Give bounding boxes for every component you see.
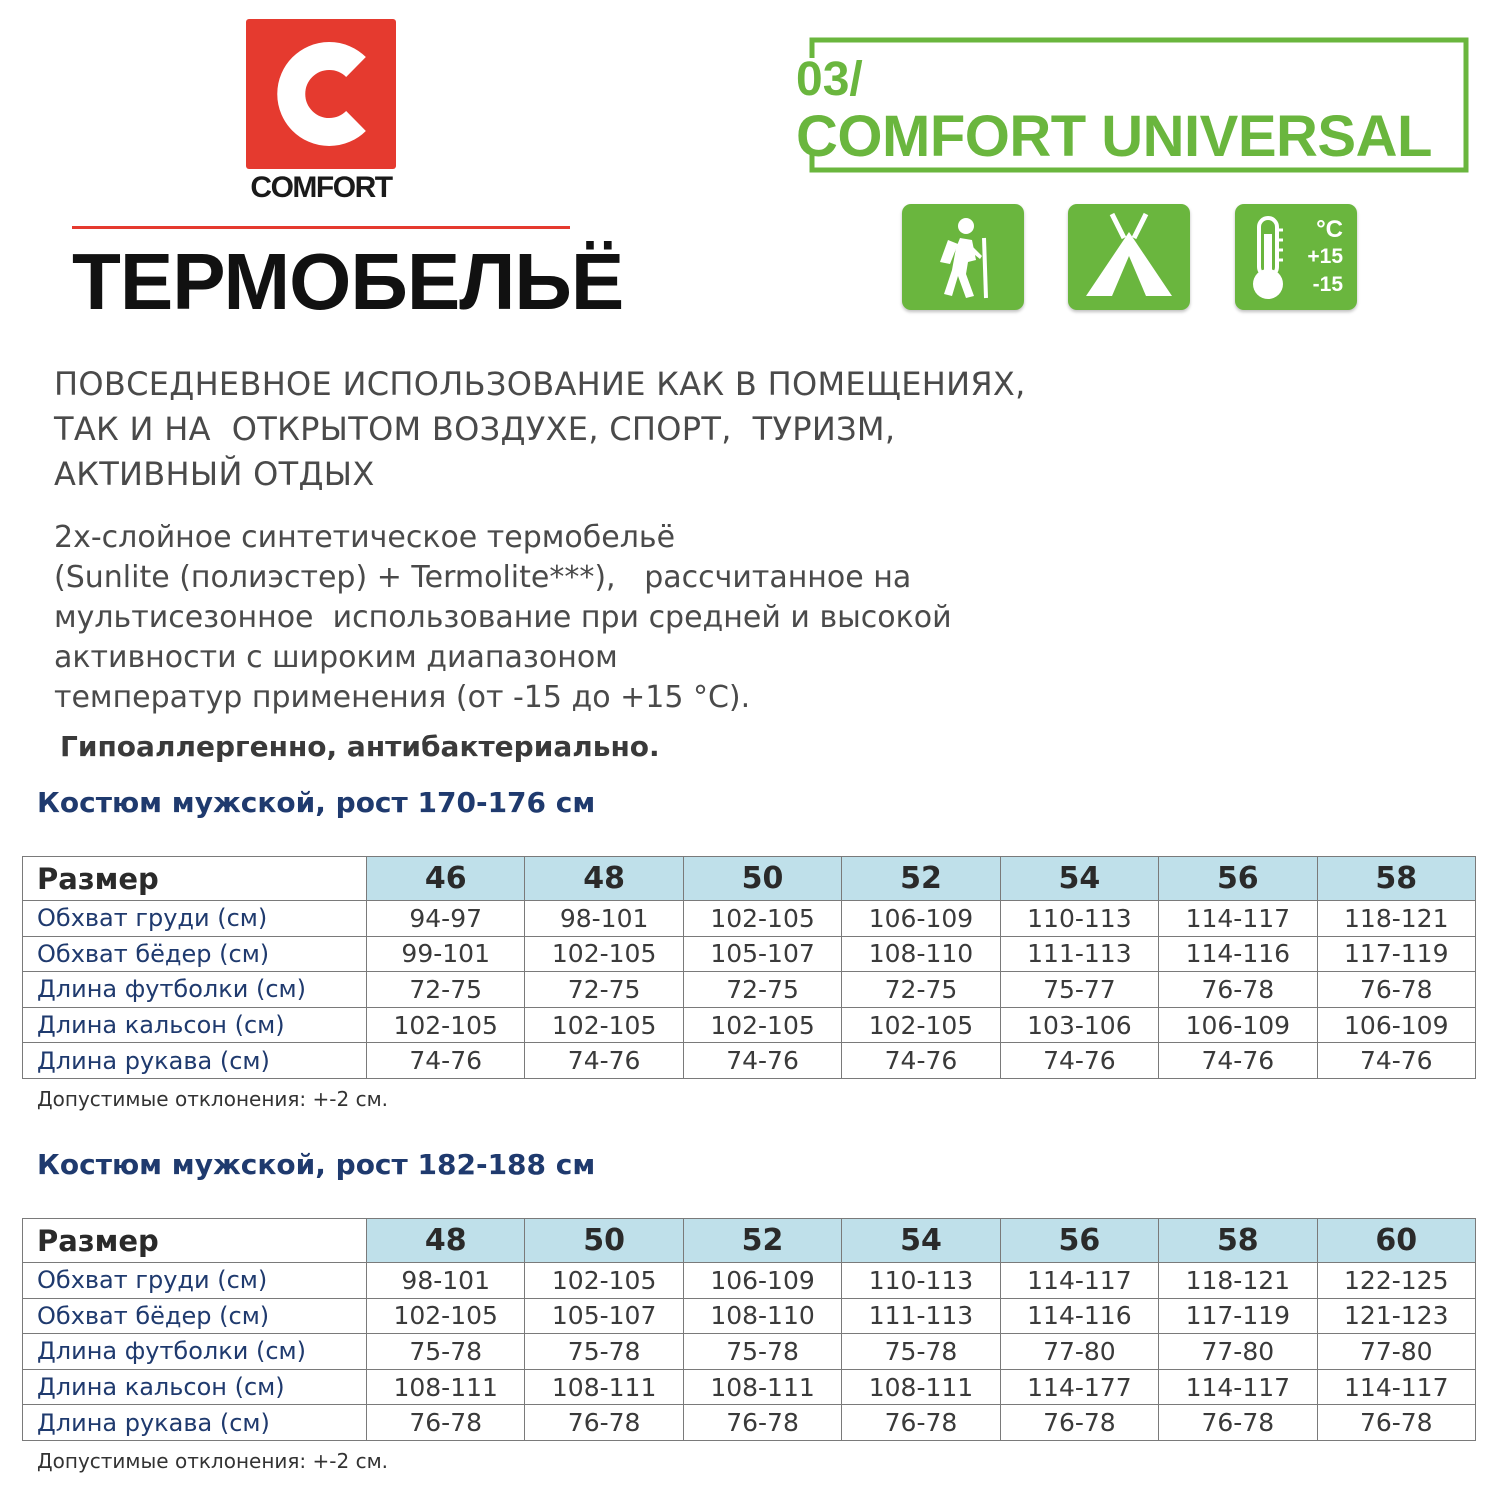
size-header: 56: [1000, 1219, 1158, 1263]
table-title: Костюм мужской, рост 170-176 см: [37, 786, 596, 819]
size-header: 54: [842, 1219, 1000, 1263]
usage-line: ТАК И НА ОТКРЫТОМ ВОЗДУХЕ, СПОРТ, ТУРИЗМ,: [54, 410, 896, 448]
badge-name: COMFORT UNIVERSAL: [796, 104, 1432, 169]
table-cell: 75-78: [525, 1334, 683, 1370]
table-cell: 102-105: [683, 901, 841, 937]
row-label: Обхват груди (см): [23, 1263, 367, 1299]
table-cell: 114-117: [1000, 1263, 1158, 1299]
table-cell: 114-117: [1317, 1369, 1475, 1405]
table-cell: 114-117: [1159, 901, 1317, 937]
table-cell: 117-119: [1159, 1298, 1317, 1334]
table-cell: 106-109: [1159, 1007, 1317, 1043]
table-cell: 108-111: [367, 1369, 525, 1405]
table-title: Костюм мужской, рост 182-188 см: [37, 1148, 596, 1181]
table-cell: 76-78: [367, 1405, 525, 1441]
size-header: 50: [683, 857, 841, 901]
table-cell: 74-76: [842, 1043, 1000, 1079]
table-row: [23, 936, 1476, 972]
table-cell: 111-113: [1000, 936, 1158, 972]
table-cell: 72-75: [525, 972, 683, 1008]
table-cell: 114-116: [1000, 1298, 1158, 1334]
table-cell: 75-77: [1000, 972, 1158, 1008]
size-header: 58: [1317, 857, 1475, 901]
table-cell: 102-105: [525, 936, 683, 972]
table-row: [23, 1043, 1476, 1079]
size-header: 48: [525, 857, 683, 901]
row-label: Обхват бёдер (см): [23, 1298, 367, 1334]
table-cell: 72-75: [367, 972, 525, 1008]
table-row: [23, 1334, 1476, 1370]
table-cell: 72-75: [842, 972, 1000, 1008]
row-label: Длина рукава (см): [23, 1405, 367, 1441]
table-row: [23, 901, 1476, 937]
table-cell: 75-78: [842, 1334, 1000, 1370]
table-cell: 76-78: [842, 1405, 1000, 1441]
table-cell: 75-78: [683, 1334, 841, 1370]
table-cell: 74-76: [525, 1043, 683, 1079]
thermometer-icon: [1235, 204, 1357, 310]
row-label: Длина футболки (см): [23, 1334, 367, 1370]
table-cell: 102-105: [842, 1007, 1000, 1043]
description-line: 2х-слойное синтетическое термобельё: [54, 520, 676, 555]
description-line: активности с широким диапазоном: [54, 640, 618, 675]
size-header: 48: [367, 1219, 525, 1263]
size-header: 58: [1159, 1219, 1317, 1263]
row-label: Длина кальсон (см): [23, 1007, 367, 1043]
table-cell: 94-97: [367, 901, 525, 937]
table-header-row: [23, 857, 1476, 901]
row-label: Обхват груди (см): [23, 901, 367, 937]
table-cell: 121-123: [1317, 1298, 1475, 1334]
size-header-label: Размер: [23, 857, 367, 901]
table-cell: 118-121: [1317, 901, 1475, 937]
size-table: [22, 1218, 1476, 1441]
table-cell: 122-125: [1317, 1263, 1475, 1299]
usage-line: АКТИВНЫЙ ОТДЫХ: [54, 455, 375, 493]
table-cell: 108-111: [842, 1369, 1000, 1405]
product-line-badge: [790, 30, 1480, 180]
temp-min: -15: [1312, 273, 1343, 296]
table-cell: 75-78: [367, 1334, 525, 1370]
table-cell: 74-76: [683, 1043, 841, 1079]
table-cell: 74-76: [1000, 1043, 1158, 1079]
table-cell: 74-76: [1159, 1043, 1317, 1079]
size-header-label: Размер: [23, 1219, 367, 1263]
usage-text: [54, 362, 1026, 497]
table-cell: 102-105: [525, 1263, 683, 1299]
table-cell: 74-76: [367, 1043, 525, 1079]
table-cell: 102-105: [683, 1007, 841, 1043]
table-cell: 76-78: [1159, 1405, 1317, 1441]
row-label: Длина рукава (см): [23, 1043, 367, 1079]
size-header: 54: [1000, 857, 1158, 901]
size-table: [22, 856, 1476, 1079]
table-row: [23, 1405, 1476, 1441]
table-cell: 105-107: [683, 936, 841, 972]
table-cell: 110-113: [842, 1263, 1000, 1299]
table-cell: 110-113: [1000, 901, 1158, 937]
table-cell: 108-111: [683, 1369, 841, 1405]
table-cell: 105-107: [525, 1298, 683, 1334]
table-cell: 106-109: [1317, 1007, 1475, 1043]
description-line: температур применения (от -15 до +15 °С).: [54, 680, 751, 715]
table-cell: 117-119: [1317, 936, 1475, 972]
row-label: Длина кальсон (см): [23, 1369, 367, 1405]
table-cell: 108-110: [683, 1298, 841, 1334]
table-cell: 76-78: [683, 1405, 841, 1441]
table-cell: 76-78: [1317, 972, 1475, 1008]
table-cell: 72-75: [683, 972, 841, 1008]
page-title: ТЕРМОБЕЛЬЁ: [72, 237, 624, 326]
description-line: мультисезонное использование при средней и высокой: [54, 600, 952, 635]
tent-icon: [1068, 204, 1190, 310]
temp-max: +15: [1307, 245, 1343, 268]
size-header: 52: [683, 1219, 841, 1263]
tolerance-note: Допустимые отклонения: +-2 см.: [37, 1087, 389, 1111]
table-cell: 106-109: [842, 901, 1000, 937]
badge-number: 03/: [796, 53, 863, 106]
table-cell: 114-116: [1159, 936, 1317, 972]
table-cell: 76-78: [525, 1405, 683, 1441]
table-cell: 77-80: [1317, 1334, 1475, 1370]
hiker-icon: [902, 204, 1024, 310]
table-cell: 108-110: [842, 936, 1000, 972]
product-description: [54, 518, 952, 718]
table-cell: 77-80: [1159, 1334, 1317, 1370]
description-line: (Sunlite (полиэстер) + Termolite***), рассчитанное на: [54, 560, 912, 595]
table-cell: 98-101: [525, 901, 683, 937]
table-cell: 108-111: [525, 1369, 683, 1405]
table-cell: 102-105: [367, 1007, 525, 1043]
table-cell: 111-113: [842, 1298, 1000, 1334]
row-label: Длина футболки (см): [23, 972, 367, 1008]
table-cell: 77-80: [1000, 1334, 1158, 1370]
table-cell: 114-177: [1000, 1369, 1158, 1405]
size-header: 60: [1317, 1219, 1475, 1263]
size-header: 52: [842, 857, 1000, 901]
tolerance-note: Допустимые отклонения: +-2 см.: [37, 1449, 389, 1473]
table-cell: 76-78: [1317, 1405, 1475, 1441]
table-row: [23, 1298, 1476, 1334]
hypoallergenic-note: Гипоаллергенно, антибактериально.: [60, 730, 660, 763]
size-header: 46: [367, 857, 525, 901]
size-header: 50: [525, 1219, 683, 1263]
table-cell: 103-106: [1000, 1007, 1158, 1043]
size-header: 56: [1159, 857, 1317, 901]
table-row: [23, 1369, 1476, 1405]
table-cell: 114-117: [1159, 1369, 1317, 1405]
usage-line: ПОВСЕДНЕВНОЕ ИСПОЛЬЗОВАНИЕ КАК В ПОМЕЩЕНИЯХ,: [54, 365, 1026, 403]
table-row: [23, 1263, 1476, 1299]
logo-wordmark: COMFORT: [250, 171, 392, 204]
table-cell: 76-78: [1000, 1405, 1158, 1441]
table-row: [23, 1007, 1476, 1043]
table-cell: 99-101: [367, 936, 525, 972]
table-cell: 106-109: [683, 1263, 841, 1299]
logo-c-icon: [246, 19, 396, 169]
table-cell: 102-105: [525, 1007, 683, 1043]
comfort-logo: [246, 19, 396, 209]
table-cell: 74-76: [1317, 1043, 1475, 1079]
table-cell: 98-101: [367, 1263, 525, 1299]
table-cell: 118-121: [1159, 1263, 1317, 1299]
table-header-row: [23, 1219, 1476, 1263]
table-row: [23, 972, 1476, 1008]
temp-unit: °C: [1316, 216, 1343, 243]
table-cell: 102-105: [367, 1298, 525, 1334]
table-cell: 76-78: [1159, 972, 1317, 1008]
title-divider: [72, 226, 570, 229]
row-label: Обхват бёдер (см): [23, 936, 367, 972]
